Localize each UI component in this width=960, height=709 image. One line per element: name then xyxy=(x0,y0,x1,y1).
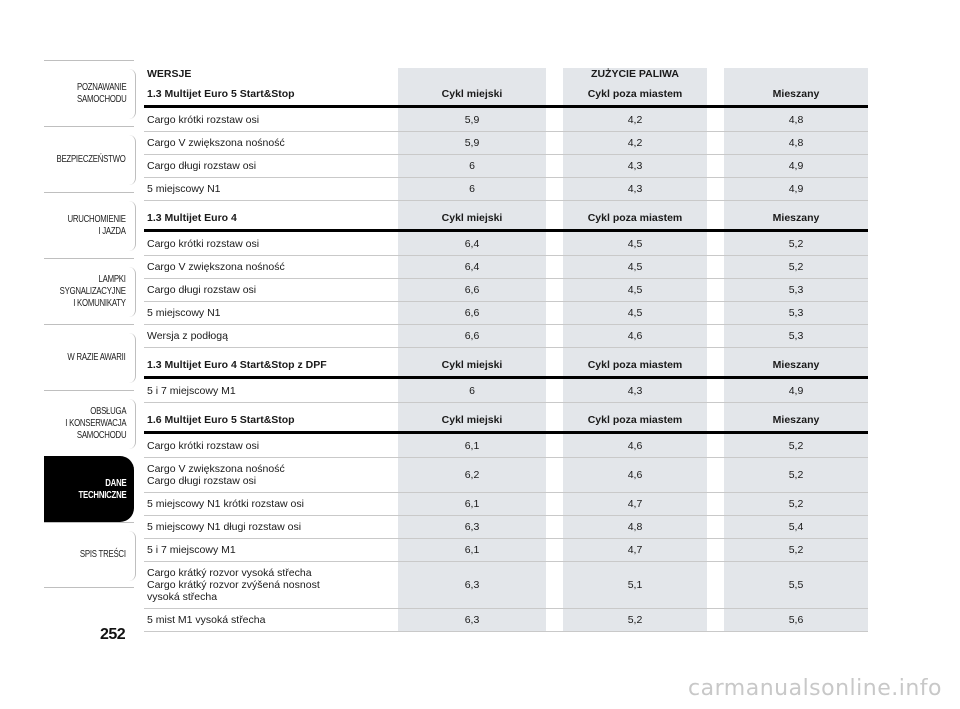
tab-edge xyxy=(129,333,136,383)
tab-edge xyxy=(129,135,136,185)
column-header: Cykl miejski xyxy=(441,414,503,426)
section-title: 1.3 Multijet Euro 5 Start&Stop xyxy=(147,88,295,100)
consumption-value: 5,2 xyxy=(788,544,804,556)
consumption-value: 5,9 xyxy=(464,114,480,126)
consumption-value: 6,6 xyxy=(464,330,480,342)
consumption-value: 4,7 xyxy=(627,498,643,510)
consumption-value: 4,2 xyxy=(627,137,643,149)
column-header: Mieszany xyxy=(772,212,820,224)
table-row xyxy=(144,539,868,562)
table-row xyxy=(144,435,868,458)
consumption-value: 4,7 xyxy=(627,544,643,556)
consumption-value: 4,5 xyxy=(627,307,643,319)
consumption-value: 4,8 xyxy=(627,521,643,533)
table-row xyxy=(144,609,868,632)
consumption-value: 5,2 xyxy=(788,498,804,510)
version-name: 5 miejscowy N1 xyxy=(147,307,221,319)
consumption-value: 6 xyxy=(469,183,475,195)
table-row xyxy=(144,233,868,256)
consumption-value: 4,5 xyxy=(627,284,643,296)
section-title: 1.3 Multijet Euro 4 Start&Stop z DPF xyxy=(147,359,327,371)
version-name: Cargo krótki rozstaw osi xyxy=(147,238,260,250)
consumption-value: 5,2 xyxy=(788,469,804,481)
table-row xyxy=(144,325,868,348)
consumption-value: 6,2 xyxy=(464,469,480,481)
column-header: Cykl miejski xyxy=(441,88,503,100)
sidebar-tab-4[interactable] xyxy=(44,324,134,390)
section-title: 1.6 Multijet Euro 5 Start&Stop xyxy=(147,414,295,426)
sidebar-tab-0[interactable] xyxy=(44,60,134,126)
table-row xyxy=(144,493,868,516)
version-name: Cargo V zwiększona nośność xyxy=(147,261,285,273)
table-row xyxy=(144,516,868,539)
version-name: 5 miejscowy N1 krótki rozstaw osi xyxy=(147,498,304,510)
consumption-value: 5,3 xyxy=(788,284,804,296)
consumption-value: 5,6 xyxy=(788,614,804,626)
consumption-value: 5,2 xyxy=(788,440,804,452)
sidebar-tab-5[interactable] xyxy=(44,390,134,456)
table-row xyxy=(144,155,868,178)
column-header: Cykl poza miastem xyxy=(587,212,683,224)
section-rule xyxy=(144,229,868,232)
consumption-value: 5,5 xyxy=(788,579,804,591)
column-header: Cykl poza miastem xyxy=(587,359,683,371)
version-name: 5 mist M1 vysoká střecha xyxy=(147,614,266,626)
table-row xyxy=(144,380,868,403)
consumption-value: 5,4 xyxy=(788,521,804,533)
table-row xyxy=(144,109,868,132)
consumption-value: 5,9 xyxy=(464,137,480,149)
sidebar-tab-label: POZNAWANIE SAMOCHODU xyxy=(76,81,126,105)
consumption-value: 6,6 xyxy=(464,307,480,319)
sidebar-tab-label: W RAZIE AWARII xyxy=(67,351,126,363)
consumption-value: 4,3 xyxy=(627,183,643,195)
consumption-value: 5,2 xyxy=(627,614,643,626)
column-header: Cykl miejski xyxy=(441,212,503,224)
page-number: 252 xyxy=(100,626,126,643)
column-header: Cykl poza miastem xyxy=(587,414,683,426)
column-header: Mieszany xyxy=(772,88,820,100)
sidebar-tab-2[interactable] xyxy=(44,192,134,258)
section-header xyxy=(144,83,868,105)
version-name: 5 miejscowy N1 długi rozstaw osi xyxy=(147,521,302,533)
consumption-value: 5,2 xyxy=(788,238,804,250)
section-title: 1.3 Multijet Euro 4 xyxy=(147,212,237,224)
consumption-value: 6,1 xyxy=(464,544,480,556)
consumption-value: 4,9 xyxy=(788,183,804,195)
consumption-value: 6,4 xyxy=(464,261,480,273)
consumption-value: 4,9 xyxy=(788,160,804,172)
table-row xyxy=(144,458,868,493)
column-header: Cykl miejski xyxy=(441,359,503,371)
sidebar-tab-label: BEZPIECZEŃSTWO xyxy=(56,153,126,165)
versions-header: WERSJE xyxy=(147,68,192,80)
consumption-value: 4,5 xyxy=(627,238,643,250)
section-sidebar xyxy=(44,60,134,588)
version-name: Cargo długi rozstaw osi xyxy=(147,160,257,172)
sidebar-tab-6[interactable] xyxy=(44,456,134,522)
consumption-value: 5,3 xyxy=(788,307,804,319)
tab-edge xyxy=(129,399,136,449)
version-name: Wersja z podłogą xyxy=(147,330,228,342)
consumption-value: 5,2 xyxy=(788,261,804,273)
version-name: 5 i 7 miejscowy M1 xyxy=(147,385,236,397)
tab-edge xyxy=(129,201,136,251)
sidebar-tab-1[interactable] xyxy=(44,126,134,192)
consumption-value: 6,3 xyxy=(464,521,480,533)
sidebar-tab-label: OBSŁUGA I KONSERWACJA SAMOCHODU xyxy=(64,405,126,441)
consumption-value: 4,3 xyxy=(627,160,643,172)
column-header: Mieszany xyxy=(772,414,820,426)
section-rule xyxy=(144,376,868,379)
section-rule xyxy=(144,105,868,108)
version-name: Cargo krótki rozstaw osi xyxy=(147,440,260,452)
consumption-value: 6 xyxy=(469,385,475,397)
watermark: carmanualsonline.info xyxy=(688,676,942,701)
sidebar-tab-7[interactable] xyxy=(44,522,134,588)
tab-edge xyxy=(129,69,136,119)
consumption-value: 6,6 xyxy=(464,284,480,296)
section-header xyxy=(144,409,868,431)
sidebar-tab-3[interactable] xyxy=(44,258,134,324)
consumption-value: 4,9 xyxy=(788,385,804,397)
consumption-value: 4,3 xyxy=(627,385,643,397)
consumption-value: 6,3 xyxy=(464,579,480,591)
consumption-value: 4,6 xyxy=(627,330,643,342)
table-row xyxy=(144,178,868,201)
table-row xyxy=(144,302,868,325)
version-name: Cargo krátký rozvor vysoká střecha Cargo krátký rozvor zvýšená nosnost vysoká střecha xyxy=(147,567,320,603)
consumption-value: 4,2 xyxy=(627,114,643,126)
section-header xyxy=(144,207,868,229)
version-name: 5 i 7 miejscowy M1 xyxy=(147,544,236,556)
consumption-value: 6,4 xyxy=(464,238,480,250)
consumption-value: 5,1 xyxy=(627,579,643,591)
consumption-value: 5,3 xyxy=(788,330,804,342)
consumption-value: 6,1 xyxy=(464,440,480,452)
consumption-value: 6,3 xyxy=(464,614,480,626)
consumption-value: 4,5 xyxy=(627,261,643,273)
version-name: Cargo długi rozstaw osi xyxy=(147,284,257,296)
sidebar-tab-label: SPIS TREŚCI xyxy=(80,549,126,560)
consumption-value: 6,1 xyxy=(464,498,480,510)
consumption-value: 4,8 xyxy=(788,137,804,149)
fuel-consumption-header: ZUŻYCIE PALIWA xyxy=(591,68,679,80)
version-name: Cargo V zwiększona nośność Cargo długi rozstaw osi xyxy=(147,463,285,487)
version-name: Cargo V zwiększona nośność xyxy=(147,137,285,149)
version-name: 5 miejscowy N1 xyxy=(147,183,221,195)
section-header xyxy=(144,354,868,376)
version-name: Cargo krótki rozstaw osi xyxy=(147,114,260,126)
table-row xyxy=(144,256,868,279)
consumption-value: 6 xyxy=(469,160,475,172)
tab-edge xyxy=(129,531,136,581)
consumption-value: 4,8 xyxy=(788,114,804,126)
consumption-value: 4,6 xyxy=(627,469,643,481)
tab-edge xyxy=(129,267,136,317)
table-row xyxy=(144,132,868,155)
table-row xyxy=(144,279,868,302)
sidebar-tab-label: URUCHOMIENIE I JAZDA xyxy=(67,213,126,237)
column-header: Cykl poza miastem xyxy=(587,88,683,100)
table-row xyxy=(144,562,868,609)
section-rule xyxy=(144,431,868,434)
sidebar-tab-label: LAMPKI SYGNALIZACYJNE I KOMUNIKATY xyxy=(59,273,126,309)
sidebar-tab-label: DANE TECHNICZNE xyxy=(78,477,126,501)
column-header: Mieszany xyxy=(772,359,820,371)
consumption-value: 4,6 xyxy=(627,440,643,452)
